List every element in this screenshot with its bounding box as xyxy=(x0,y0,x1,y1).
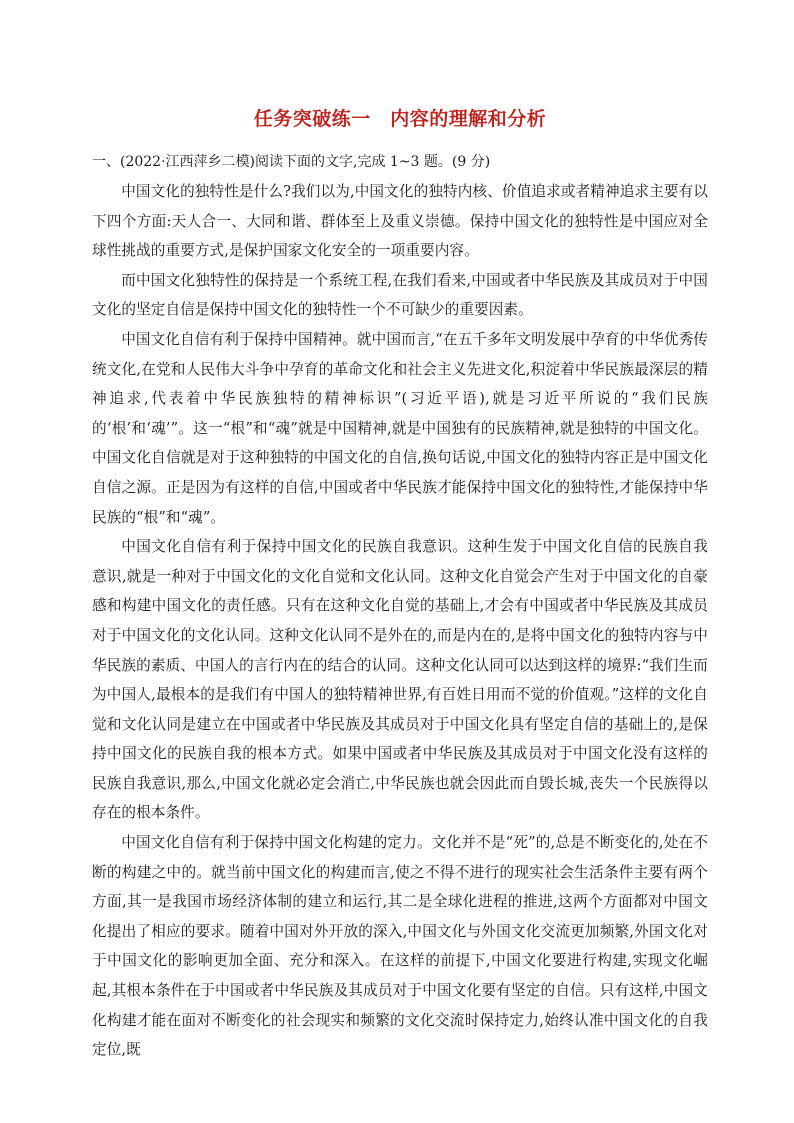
question-header: 一、(2022·江西萍乡二模)阅读下面的文字,完成 1~3 题。(9 分) xyxy=(92,154,491,170)
paragraph-3: 中国文化自信有利于保持中国精神。就中国而言,“在五千多年文明发展中孕育的中华优秀传统文化,在党和人民伟大斗争中孕育的革命文化和社会主义先进文化,积淀着中华民族最深层的精神追求,代表着中华民族独特的精神标识”(习近平语),就是习近平所说的“我们民族的‘根’和‘魂’”。这一“根”和“魂”就是中国精神,就是中国独有的民族精神,就是独特的中国文化。中国文化自信就是对于这种独特的中国文化的自信,换句话说,中国文化的独特内容正是中国文化自信之源。正是因为有这样的自信,中国或者中华民族才能保持中国文化的独特性,才能保持中华民族的“根”和“魂”。 xyxy=(92,330,708,526)
page-title: 任务突破练一 内容的理解和分析 xyxy=(253,108,547,130)
paragraph-2: 而中国文化独特性的保持是一个系统工程,在我们看来,中国或者中华民族及其成员对于中国文化的坚定自信是保持中国文化的独特性一个不可缺少的重要因素。 xyxy=(92,271,708,319)
paragraph-4: 中国文化自信有利于保持中国文化的民族自我意识。这种生发于中国文化自信的民族自我意识,就是一种对于中国文化的文化自觉和文化认同。这种文化自觉会产生对于中国文化的自豪感和构建中国文化的责任感。只有在这种文化自觉的基础上,才会有中国或者中华民族及其成员对于中国文化的文化认同。这种文化认同不是外在的,而是内在的,是将中国文化的独特内容与中华民族的素质、中国人的言行内在的结合的认同。这种文化认同可以达到这样的境界:“我们生而为中国人,最根本的是我们有中国人的独特精神世界,有百姓日用而不觉的价值观。”这样的文化自觉和文化认同是建立在中国或者中华民族及其成员对于中国文化具有坚定自信的基础上的,是保持中国文化的民族自我的根本方式。如果中国或者中华民族及其成员对于中国文化没有这样的民族自我意识,那么,中国文化就必定会消亡,中华民族也就会因此而自毁长城,丧失一个民族得以存在的根本条件。 xyxy=(92,538,708,822)
document-page xyxy=(92,104,708,1065)
paragraph-5: 中国文化自信有利于保持中国文化构建的定力。文化并不是“死”的,总是不断变化的,处在不断的构建之中的。就当前中国文化的构建而言,使之不得不进行的现实社会生活条件主要有两个方面,其一是我国市场经济体制的建立和运行,其二是全球化进程的推进,这两个方面都对中国文化提出了相应的要求。随着中国对外开放的深入,中国文化与外国文化交流更加频繁,外国文化对于中国文化的影响更加全面、充分和深入。在这样的前提下,中国文化要进行构建,实现文化崛起,其根本条件在于中国或者中华民族及其成员对于中国文化要有坚定的自信。只有这样,中国文化构建才能在面对不断变化的社会现实和频繁的文化交流时保持定力,始终认准中国文化的自我定位,既 xyxy=(92,834,708,1059)
paragraph-1: 中国文化的独特性是什么?我们以为,中国文化的独特内核、价值追求或者精神追求主要有以下四个方面:天人合一、大同和谐、群体至上及重义崇德。保持中国文化的独特性是中国应对全球性挑战的重要方式,是保护国家文化安全的一项重要内容。 xyxy=(92,183,708,260)
